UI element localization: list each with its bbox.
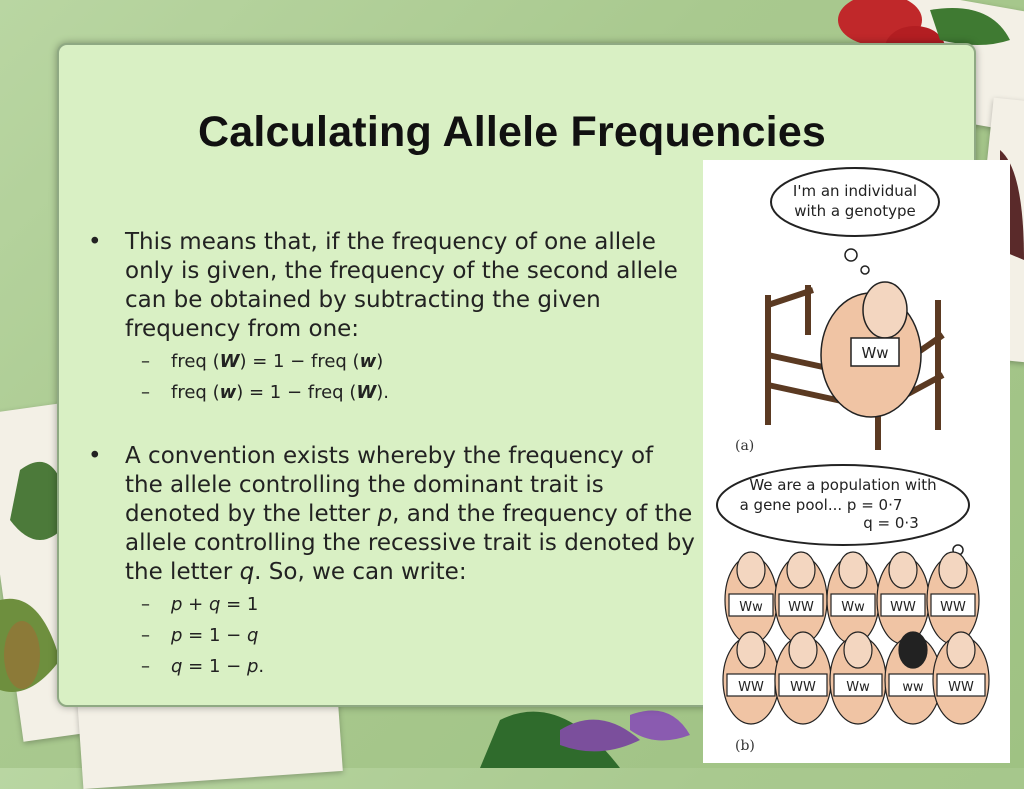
panel-label-a: (a) [735, 438, 755, 454]
slide-content [88, 228, 698, 682]
sheep-head [947, 632, 975, 668]
genotype-label: WW [788, 600, 814, 615]
sub-item: – freq (W) = 1 − freq (w) [141, 351, 384, 372]
equation-item: – q = 1 − p. [141, 656, 265, 677]
sub-list [88, 589, 698, 682]
equation-item: – p + q = 1 [141, 594, 259, 615]
genotype-label: WW [790, 680, 816, 695]
sheep-head [789, 632, 817, 668]
bubble-b-line-3: q = 0·3 [863, 514, 919, 532]
sheep-head [737, 552, 765, 588]
sheep-head [939, 552, 967, 588]
sheep-flock [723, 552, 989, 724]
genotype-label: Ww [739, 600, 763, 615]
sheep-head [889, 552, 917, 588]
bullet-item [88, 442, 698, 587]
sheep-head [787, 552, 815, 588]
genotype-label: WW [738, 680, 764, 695]
genotype-label: Ww [846, 680, 870, 695]
bullet-text: A convention exists whereby the frequency of the allele controlling the dominant trait is denoted by the letter p, and the frequency of the allele controlling the recessive trait is denoted by the letter q. So, we can write: [125, 443, 695, 585]
bubble-a-line-2: with a genotype [794, 202, 916, 220]
genotype-label: Ww [841, 600, 865, 615]
sub-item: – freq (w) = 1 − freq (W). [141, 382, 389, 403]
sub-list [88, 346, 698, 408]
bullet-text: This means that, if the frequency of one allele only is given, the frequency of the second allele can be obtained by subtracting the given frequency from one: [125, 229, 678, 342]
sheep-head [839, 552, 867, 588]
cartoon-drawing [703, 160, 1010, 763]
sheep-head [863, 282, 907, 338]
bullet-dot: • [88, 443, 102, 469]
bullet-dot: • [88, 229, 102, 255]
genotype-label: WW [940, 600, 966, 615]
bubble-a-line-1: I'm an individual [792, 182, 918, 200]
bullet-item [88, 228, 698, 344]
bubble-b-line-2: a gene pool... p = 0·7 [739, 496, 903, 514]
genotype-label: WW [948, 680, 974, 695]
genotype-label: ww [902, 680, 924, 695]
genotype-label: WW [890, 600, 916, 615]
panel-label-b: (b) [735, 738, 755, 754]
slide-title: Calculating Allele Frequencies [197, 108, 827, 156]
svg-text:Ww: Ww [861, 344, 889, 362]
sheep-head [844, 632, 872, 668]
equation-item: – p = 1 − q [141, 625, 259, 646]
sheep-head [737, 632, 765, 668]
sheep-head [899, 632, 927, 668]
sheep-cartoon-figure [703, 160, 1010, 763]
bubble-b-line-1: We are a population with [749, 476, 937, 494]
